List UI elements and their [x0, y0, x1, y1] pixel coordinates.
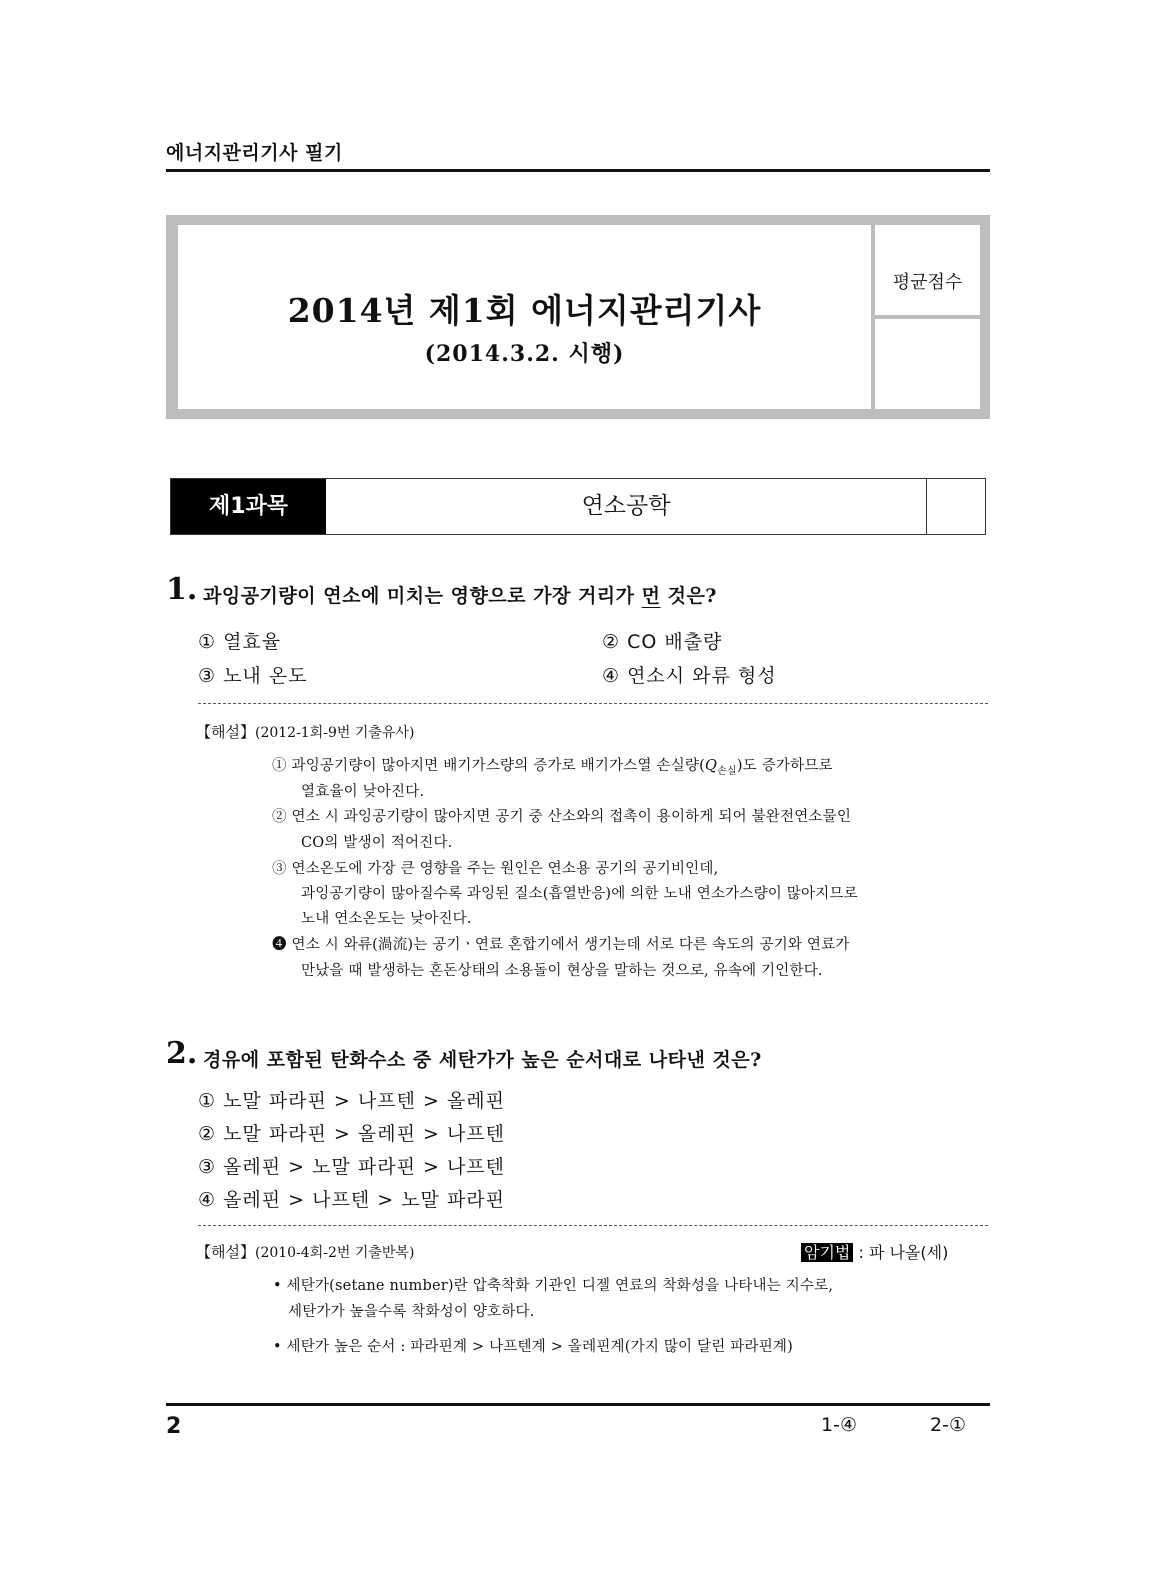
score-label-cell	[875, 225, 980, 315]
explanation-line	[272, 754, 833, 777]
footer-rule	[166, 1403, 990, 1406]
subject-name: 연소공학	[326, 479, 927, 534]
subject-bar	[170, 478, 986, 535]
question-1-option-1: ① 열효율	[198, 631, 282, 653]
page-number: 2	[166, 1414, 182, 1439]
explanation-line: 만났을 때 발생하는 혼돈상태의 소용돌이 현상을 말하는 것으로, 유속에 기인한다.	[301, 963, 823, 979]
explanation-line: 노내 연소온도는 낮아진다.	[301, 911, 472, 927]
explanation-line: ③ 연소온도에 가장 큰 영향을 주는 원인은 연소용 공기의 공기비인데,	[272, 861, 719, 877]
question-1-option-2: ② CO 배출량	[602, 631, 723, 653]
explanation-label: 【해설】	[196, 1243, 255, 1261]
explanation-text: ① 과잉공기량이 많아지면 배기가스량의 증가로 배기가스열 손실량(	[272, 758, 705, 774]
book-title: 에너지관리기사 필기	[166, 142, 343, 164]
exam-title-box	[166, 215, 990, 419]
explanation-line: ❹ 연소 시 와류(渦流)는 공기ㆍ연료 혼합기에서 생기는데 서로 다른 속도의 공기와 연료가	[272, 937, 850, 953]
answer-key-2: 2-①	[930, 1414, 966, 1436]
explanation-line: 과잉공기량이 많아질수록 과잉된 질소(흡열반응)에 의한 노내 연소가스량이 많아지므로	[301, 886, 858, 902]
question-1-option-4: ④ 연소시 와류 형성	[602, 665, 777, 687]
exam-title: 2014년 제1회 에너지관리기사	[287, 291, 762, 330]
explanation-source: (2010-4회-2번 기출반복)	[254, 1245, 415, 1261]
question-1-underlined-word: 먼	[641, 585, 661, 607]
explanation-line: • 세탄가 높은 순서 : 파라핀계 > 나프텐계 > 올레핀계(가지 많이 달린 파라핀계)	[273, 1339, 793, 1355]
explanation-line: 세탄가가 높을수록 착화성이 양호하다.	[288, 1304, 535, 1320]
explanation-line: ② 연소 시 과잉공기량이 많아지면 공기 중 산소와의 접촉이 용이하게 되어 불완전연소물인	[272, 809, 852, 825]
explanation-line: • 세탄가(setane number)란 압축착화 기관인 디젤 연료의 착화성을 나타내는 지수로,	[273, 1278, 834, 1294]
mnemonic-badge: 암기법	[801, 1243, 853, 1262]
explanation-line: CO의 발생이 적어진다.	[301, 835, 453, 851]
question-2-explanation-header	[196, 1241, 414, 1262]
question-2-option-2: ② 노말 파라핀 > 올레핀 > 나프텐	[198, 1123, 506, 1145]
question-2-divider	[198, 1225, 988, 1226]
question-2-option-1: ① 노말 파라핀 > 나프텐 > 올레핀	[198, 1090, 506, 1112]
question-1-text-part: 과잉공기량이 연소에 미치는 영향으로 가장 거리가	[203, 585, 642, 607]
score-label: 평균점수	[892, 272, 963, 293]
mnemonic	[801, 1240, 948, 1263]
answer-key-1: 1-④	[821, 1414, 857, 1436]
question-2-text: 경유에 포함된 탄화수소 중 세탄가가 높은 순서대로 나타낸 것은?	[203, 1049, 762, 1071]
question-1-explanation-header	[196, 721, 414, 742]
question-1-text	[203, 581, 717, 608]
exam-date: (2014.3.2. 시행)	[424, 341, 625, 367]
explanation-text: )도 증가하므로	[736, 758, 833, 774]
explanation-label: 【해설】	[196, 723, 255, 741]
question-1-number: 1.	[166, 572, 198, 607]
question-1-text-end: 것은?	[660, 585, 717, 607]
header-rule	[166, 169, 990, 172]
score-value-cell	[875, 319, 980, 409]
exam-title-panel	[178, 225, 871, 409]
subject-number: 제1과목	[171, 479, 326, 534]
question-2-option-3: ③ 올레핀 > 노말 파라핀 > 나프텐	[198, 1156, 506, 1178]
q-subscript: 손실	[717, 765, 737, 777]
question-1-option-3: ③ 노내 온도	[198, 665, 308, 687]
question-2-option-4: ④ 올레핀 > 나프텐 > 노말 파라핀	[198, 1189, 506, 1211]
mnemonic-text: : 파 나올(세)	[853, 1243, 949, 1262]
question-1-divider	[198, 703, 988, 704]
q-symbol: Q	[705, 758, 718, 774]
explanation-line: 열효율이 낮아진다.	[301, 784, 425, 800]
question-2-number: 2.	[166, 1036, 198, 1071]
explanation-source: (2012-1회-9번 기출유사)	[254, 725, 415, 741]
